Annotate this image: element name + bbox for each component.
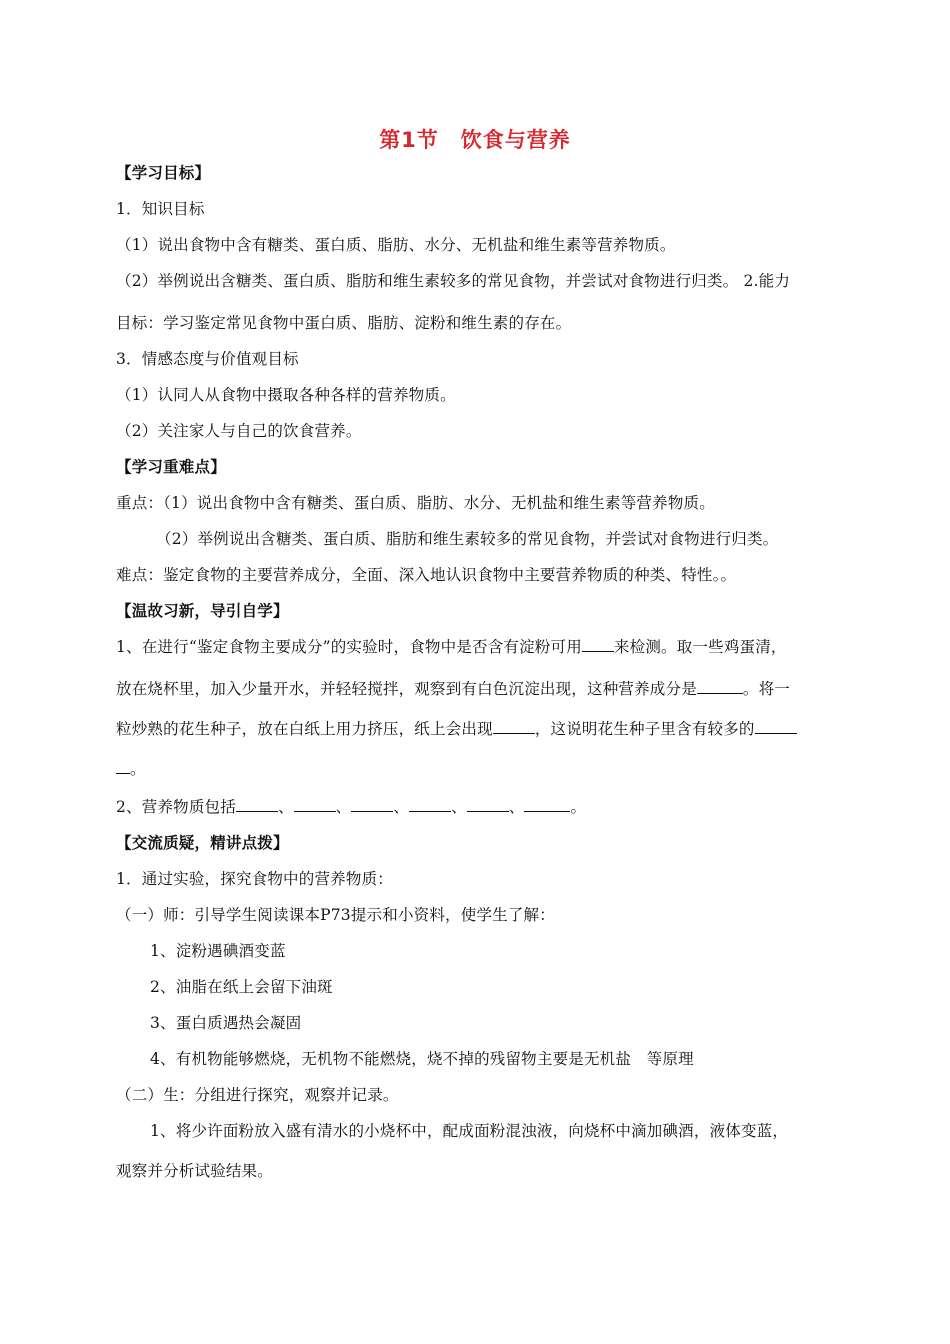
answer-blank[interactable] bbox=[467, 796, 509, 812]
answer-blank[interactable] bbox=[524, 796, 570, 812]
review-text: 来检测。取一些鸡蛋清， bbox=[613, 638, 787, 656]
review-text: 。 bbox=[130, 760, 146, 778]
answer-blank[interactable] bbox=[409, 796, 451, 812]
review-text: ，这说明花生种子里含有较多的 bbox=[534, 720, 755, 738]
answer-blank[interactable] bbox=[755, 718, 797, 734]
goal-knowledge: 1．知识目标 bbox=[116, 200, 205, 218]
review-text: 粒炒熟的花生种子，放在白纸上用力挤压，纸上会出现 bbox=[116, 720, 493, 738]
page-title: 第1节 饮食与营养 bbox=[379, 128, 571, 152]
principle-4: 4、有机物能够燃烧，无机物不能燃烧，烧不掉的残留物主要是无机盐 等原理 bbox=[150, 1050, 694, 1068]
section-heading-goals: 【学习目标】 bbox=[116, 164, 211, 182]
separator: 、 bbox=[451, 798, 467, 816]
difficult-point: 难点：鉴定食物的主要营养成分，全面、深入地认识食物中主要营养物质的种类、特性。。 bbox=[116, 566, 737, 584]
review-question-2 bbox=[116, 796, 586, 818]
review-text: 1、在进行“鉴定食物主要成分”的实验时，食物中是否含有淀粉可用 bbox=[116, 638, 582, 656]
goal-knowledge-1: （1）说出食物中含有糖类、蛋白质、脂肪、水分、无机盐和维生素等营养物质。 bbox=[116, 236, 676, 254]
goal-attitude-1: （1）认同人从食物中摄取各种各样的营养物质。 bbox=[116, 386, 456, 404]
principle-1: 1、淀粉遇碘酒变蓝 bbox=[150, 942, 286, 960]
answer-blank[interactable] bbox=[116, 758, 130, 774]
separator: 、 bbox=[508, 798, 525, 816]
discussion-item-1: 1．通过实验，探究食物中的营养物质： bbox=[116, 870, 393, 888]
review-text: 。将一 bbox=[742, 680, 791, 698]
review-text: 放在烧杯里，加入少量开水，并轻轻搅拌，观察到有白色沉淀出现，这种营养成分是 bbox=[116, 680, 697, 698]
student-step-1-cont: 观察并分析试验结果。 bbox=[116, 1162, 274, 1180]
student-step-1: 1、将少许面粉放入盛有清水的小烧杯中，配成面粉混浊液，向烧杯中滴加碘酒，液体变蓝， bbox=[150, 1122, 789, 1140]
section-heading-key-points: 【学习重难点】 bbox=[116, 458, 226, 476]
answer-blank[interactable] bbox=[493, 718, 535, 734]
answer-blank[interactable] bbox=[294, 796, 336, 812]
principle-3: 3、蛋白质遇热会凝固 bbox=[150, 1014, 302, 1032]
section-heading-discussion: 【交流质疑，精讲点拨】 bbox=[116, 834, 289, 852]
goal-attitude-2: （2）关注家人与自己的饮食营养。 bbox=[116, 422, 362, 440]
review-question-1-line-2 bbox=[116, 678, 790, 700]
section-heading-review: 【温故习新，导引自学】 bbox=[116, 602, 289, 620]
separator: 、 bbox=[393, 798, 410, 816]
answer-blank[interactable] bbox=[697, 678, 743, 694]
review-question-1-line-4 bbox=[116, 758, 146, 780]
goal-ability: 目标：学习鉴定常见食物中蛋白质、脂肪、淀粉和维生素的存在。 bbox=[116, 314, 572, 332]
review-question-1-line-3 bbox=[116, 718, 797, 740]
student-activity: （二）生：分组进行探究，观察并记录。 bbox=[116, 1086, 399, 1104]
teacher-guidance: （一）师：引导学生阅读课本P73提示和小资料，使学生了解： bbox=[116, 906, 555, 924]
review-question-1-line-1 bbox=[116, 636, 787, 658]
answer-blank[interactable] bbox=[351, 796, 393, 812]
answer-blank[interactable] bbox=[236, 796, 278, 812]
separator: 、 bbox=[277, 798, 294, 816]
goal-knowledge-2: （2）举例说出含糖类、蛋白质、脂肪和维生素较多的常见食物，并尝试对食物进行归类。 2.能力 bbox=[116, 272, 791, 290]
answer-blank[interactable] bbox=[582, 636, 614, 652]
goal-attitude: 3．情感态度与价值观目标 bbox=[116, 350, 299, 368]
separator: 、 bbox=[335, 798, 352, 816]
end-mark: 。 bbox=[570, 798, 587, 816]
review-text: 2、营养物质包括 bbox=[116, 798, 236, 816]
key-point-2: （2）举例说出含糖类、蛋白质、脂肪和维生素较多的常见食物，并尝试对食物进行归类。 bbox=[156, 530, 779, 548]
principle-2: 2、油脂在纸上会留下油斑 bbox=[150, 978, 333, 996]
key-point-1: 重点：（1）说出食物中含有糖类、蛋白质、脂肪、水分、无机盐和维生素等营养物质。 bbox=[116, 494, 715, 512]
